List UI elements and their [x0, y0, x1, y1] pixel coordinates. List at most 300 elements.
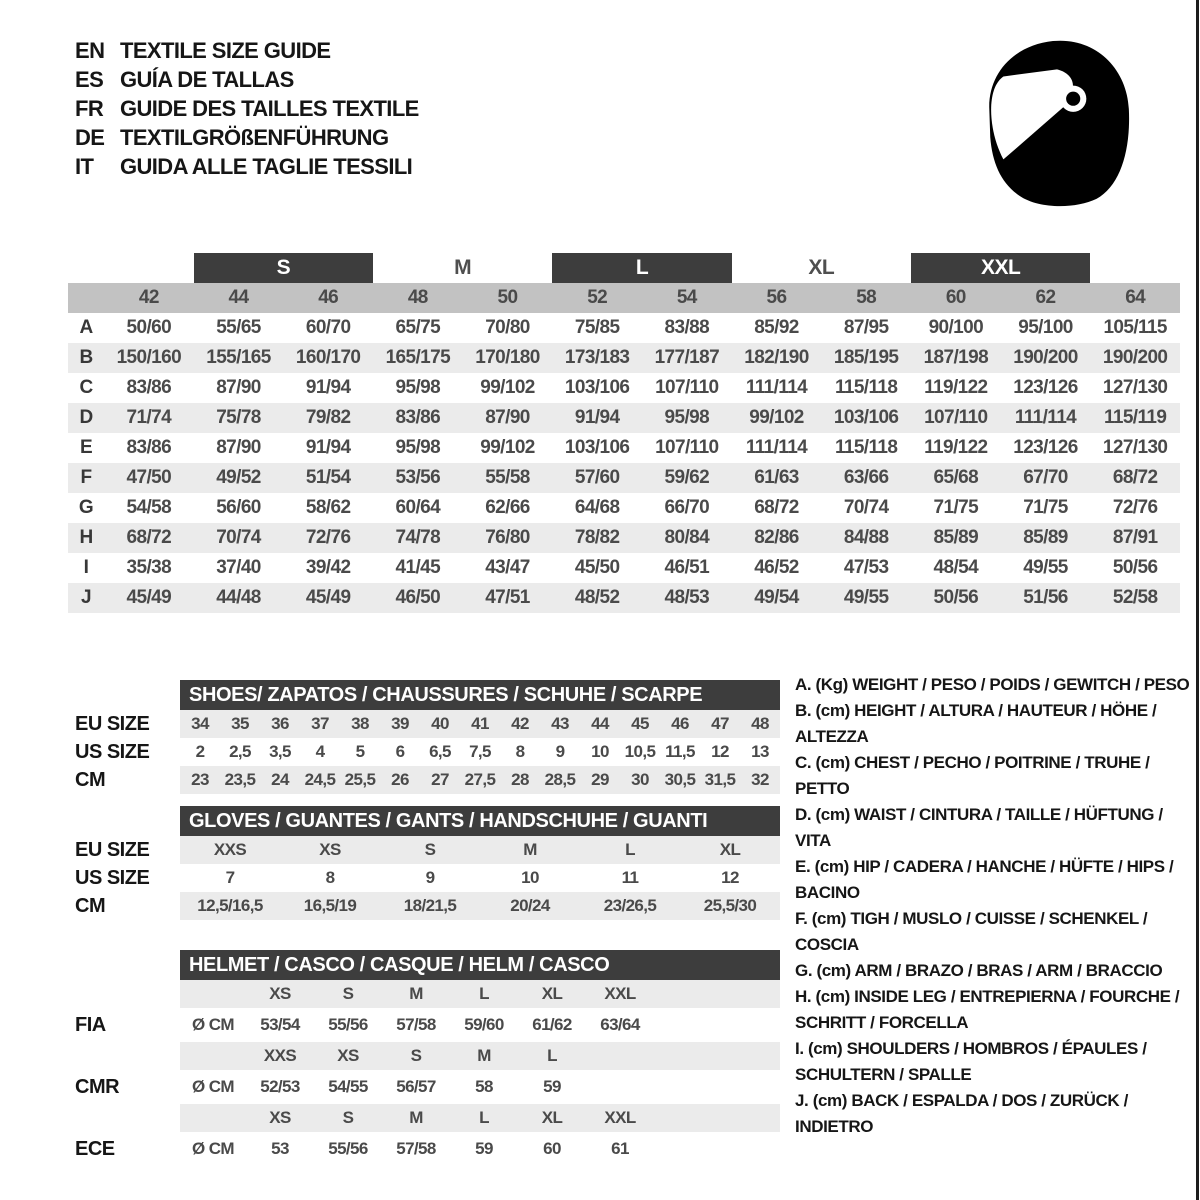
value-cell: 43/47	[485, 557, 530, 578]
legend-text: INSIDE LEG / ENTREPIERNA / FOURCHE / SCHRITT / FORCELLA	[795, 987, 1180, 1032]
section-title-row	[60, 950, 800, 980]
value-cell: 90/100	[928, 317, 984, 338]
value-cell: 46/50	[395, 587, 441, 608]
value-cell: 160/170	[295, 347, 361, 368]
section-value-cell: 27,5	[464, 770, 496, 789]
section-value-cell: S	[424, 840, 436, 859]
section-value-cell: 61/62	[532, 1015, 572, 1034]
section-row	[60, 1008, 800, 1042]
language-label: GUIDA ALLE TAGLIE TESSILI	[120, 153, 413, 179]
size-number-cell: 64	[1125, 287, 1146, 308]
section-row-label: CM	[75, 768, 106, 791]
helmet-section	[60, 950, 800, 1166]
section-value-cell: 48	[751, 714, 769, 733]
section-value-cell: 12	[711, 742, 729, 761]
helmet-rows	[60, 980, 800, 1166]
section-value-cell: 8	[515, 742, 525, 761]
legend-text: BACK / ESPALDA / DOS / ZURÜCK / INDIETRO	[795, 1091, 1128, 1136]
section-row-label: US SIZE	[75, 740, 150, 763]
section-value-cell: 12	[721, 868, 739, 887]
section-value-cell: 55/56	[328, 1139, 368, 1158]
value-cell: 44/48	[216, 587, 261, 608]
section-value-cell: 39	[391, 714, 409, 733]
size-box: L	[552, 253, 731, 283]
value-cell: 46/51	[664, 557, 710, 578]
section-values-row	[180, 766, 780, 794]
shoes-title-bar: SHOES/ ZAPATOS / CHAUSSURES / SCHUHE / SCARPE	[180, 680, 780, 710]
size-number-cell: 62	[1035, 287, 1056, 308]
section-value-cell: 46	[671, 714, 689, 733]
legend-item	[795, 984, 1195, 1036]
value-cell: 190/200	[1102, 347, 1168, 368]
helmet-size-cell: XS	[269, 984, 291, 1003]
value-cell: 49/55	[1023, 557, 1068, 578]
section-row	[60, 1104, 800, 1132]
section-value-cell: 54/55	[328, 1077, 368, 1096]
section-value-cell: 9	[425, 868, 435, 887]
value-cell: 83/86	[126, 437, 172, 458]
section-row	[60, 1070, 800, 1104]
value-cell: 85/92	[754, 317, 799, 338]
section-value-cell: 57/58	[396, 1139, 436, 1158]
section-row-label	[60, 1042, 180, 1070]
legend-text: TIGH / MUSLO / CUISSE / SCHENKEL / COSCIA	[795, 909, 1148, 954]
value-cell: 127/130	[1102, 377, 1168, 398]
value-cell: 48/52	[574, 587, 620, 608]
section-value-cell: 30,5	[664, 770, 696, 789]
row-label: A	[79, 317, 93, 338]
section-value-cell: 53	[271, 1139, 289, 1158]
value-cell: 56/60	[216, 497, 261, 518]
section-value-cell: 53/54	[260, 1015, 300, 1034]
standard-values-row	[180, 1070, 780, 1104]
row-label: H	[79, 527, 93, 548]
helmet-sizes-row	[180, 980, 780, 1008]
language-row	[75, 94, 419, 123]
value-cell: 75/85	[574, 317, 620, 338]
helmet-size-cell: XL	[541, 1108, 563, 1127]
value-cell: 103/106	[833, 407, 899, 428]
value-cell: 170/180	[475, 347, 540, 368]
value-cell: 115/118	[834, 437, 898, 458]
row-label: G	[78, 497, 94, 518]
value-cell: 70/74	[216, 527, 261, 548]
value-cell: 115/118	[834, 377, 898, 398]
value-cell: 173/183	[564, 347, 630, 368]
value-cell: 72/76	[305, 527, 351, 548]
language-row	[75, 152, 419, 181]
value-cell: 48/53	[664, 587, 710, 608]
section-value-cell: 10,5	[624, 742, 656, 761]
size-number-cell: 44	[228, 287, 249, 308]
section-value-cell: 23,5	[224, 770, 256, 789]
value-cell: 64/68	[574, 497, 620, 518]
legend-key: G.	[795, 961, 813, 980]
section-row	[60, 738, 800, 766]
section-value-cell: 34	[191, 714, 209, 733]
language-code: IT	[75, 153, 94, 179]
measurement-row	[68, 403, 1180, 433]
row-label: B	[79, 347, 93, 368]
unit-cell: Ø CM	[192, 1077, 234, 1096]
value-cell: 80/84	[664, 527, 710, 548]
unit-spacer	[180, 980, 246, 1008]
section-value-cell: 7,5	[469, 742, 491, 761]
value-cell: 95/98	[664, 407, 710, 428]
size-number-cell: 56	[766, 287, 787, 308]
value-cell: 190/200	[1013, 347, 1078, 368]
value-cell: 70/80	[485, 317, 530, 338]
legend-text: HIP / CADERA / HANCHE / HÜFTE / HIPS / BACINO	[795, 857, 1174, 902]
legend-item	[795, 1036, 1195, 1088]
helmet-size-cell: M	[477, 1046, 491, 1065]
language-code: FR	[75, 95, 104, 121]
value-cell: 127/130	[1102, 437, 1168, 458]
value-cell: 76/80	[485, 527, 530, 548]
language-row	[75, 65, 419, 94]
section-value-cell: 12,5/16,5	[197, 896, 263, 915]
legend-text: WAIST / CINTURA / TAILLE / HÜFTUNG / VITA	[795, 805, 1163, 850]
section-value-cell: 55/56	[328, 1015, 368, 1034]
section-row	[60, 892, 800, 920]
measurement-row	[68, 463, 1180, 493]
section-value-cell: 4	[315, 742, 325, 761]
section-value-cell: 59	[543, 1077, 561, 1096]
value-cell: 50/56	[1112, 557, 1158, 578]
value-cell: 71/75	[1023, 497, 1068, 518]
row-label: E	[79, 437, 93, 458]
value-cell: 47/51	[485, 587, 530, 608]
row-label: J	[81, 587, 91, 608]
size-number-cell: 48	[407, 287, 428, 308]
value-cell: 53/56	[395, 467, 441, 488]
row-label-spacer	[68, 283, 104, 313]
measurement-row	[68, 493, 1180, 523]
section-value-cell: 25,5	[344, 770, 376, 789]
section-value-cell: 27	[431, 770, 449, 789]
value-cell: 57/60	[574, 467, 620, 488]
language-list	[75, 36, 419, 181]
section-value-cell: 28	[511, 770, 529, 789]
section-row	[60, 980, 800, 1008]
section-values-row	[180, 864, 780, 892]
size-box: S	[194, 253, 373, 283]
section-value-cell: 35	[231, 714, 249, 733]
value-cell: 51/54	[305, 467, 351, 488]
legend-unit: (cm)	[815, 753, 850, 772]
value-cell: 150/160	[116, 347, 182, 368]
section-value-cell: 2,5	[229, 742, 251, 761]
gloves-title-bar: GLOVES / GUANTES / GANTS / HANDSCHUHE / GUANTI	[180, 806, 780, 836]
helmet-size-cell: XS	[269, 1108, 291, 1127]
section-value-cell: 38	[351, 714, 369, 733]
standard-label: FIA	[75, 1013, 106, 1036]
unit-cell: Ø CM	[192, 1139, 234, 1158]
section-value-cell: 32	[751, 770, 769, 789]
value-cell: 99/102	[480, 437, 535, 458]
legend-key: E.	[795, 857, 811, 876]
language-label: TEXTILE SIZE GUIDE	[120, 37, 331, 63]
value-cell: 83/86	[126, 377, 172, 398]
section-value-cell: 11	[621, 868, 639, 887]
section-values-row	[180, 836, 780, 864]
legend-item	[795, 906, 1195, 958]
legend-text: WEIGHT / PESO / POIDS / GEWITCH / PESO	[852, 675, 1190, 694]
helmet-size-cell: L	[547, 1046, 557, 1065]
standard-label: ECE	[75, 1137, 115, 1160]
language-code: EN	[75, 37, 105, 63]
legend-key: F.	[795, 909, 808, 928]
value-cell: 70/74	[843, 497, 889, 518]
legend-unit: (cm)	[815, 987, 850, 1006]
section-row-label	[60, 1104, 180, 1132]
value-cell: 49/54	[754, 587, 799, 608]
language-code: ES	[75, 66, 104, 92]
section-value-cell: 6	[395, 742, 405, 761]
legend-item	[795, 958, 1195, 984]
gloves-rows	[60, 836, 800, 920]
value-cell: 91/94	[574, 407, 620, 428]
value-cell: 87/90	[216, 437, 261, 458]
value-cell: 45/49	[126, 587, 172, 608]
value-cell: 52/58	[1112, 587, 1158, 608]
helmet-size-cell: S	[342, 1108, 354, 1127]
value-cell: 87/90	[485, 407, 530, 428]
value-cell: 99/102	[749, 407, 804, 428]
value-cell: 78/82	[574, 527, 620, 548]
section-value-cell: 61	[611, 1139, 629, 1158]
section-value-cell: 5	[355, 742, 365, 761]
row-label: D	[79, 407, 93, 428]
section-value-cell: M	[523, 840, 537, 859]
section-row	[60, 766, 800, 794]
standard-values-row	[180, 1132, 780, 1166]
value-cell: 71/74	[126, 407, 172, 428]
section-row	[60, 1132, 800, 1166]
value-cell: 85/89	[1023, 527, 1068, 548]
section-value-cell: XS	[319, 840, 341, 859]
legend-unit: (cm)	[815, 701, 850, 720]
section-value-cell: 28,5	[544, 770, 576, 789]
value-cell: 68/72	[1112, 467, 1158, 488]
legend-item	[795, 698, 1195, 750]
size-box: XXL	[911, 253, 1090, 283]
section-value-cell: 3,5	[269, 742, 291, 761]
row-label: F	[80, 467, 92, 488]
measurement-row	[68, 433, 1180, 463]
section-value-cell: 58	[475, 1077, 493, 1096]
legend-unit: (cm)	[816, 961, 851, 980]
section-value-cell: 11,5	[665, 742, 695, 761]
helmet-size-cell: XS	[337, 1046, 359, 1065]
section-value-cell: 7	[225, 868, 235, 887]
value-cell: 87/91	[1112, 527, 1158, 548]
value-cell: 155/165	[206, 347, 271, 368]
section-value-cell: 29	[591, 770, 609, 789]
value-cell: 107/110	[924, 407, 988, 428]
helmet-size-cell: S	[342, 984, 354, 1003]
value-cell: 68/72	[754, 497, 799, 518]
section-value-cell: 40	[431, 714, 449, 733]
section-row-label	[60, 980, 180, 1008]
section-value-cell: 31,5	[704, 770, 736, 789]
section-row	[60, 836, 800, 864]
value-cell: 71/75	[933, 497, 979, 518]
helmet-size-cell: L	[479, 984, 489, 1003]
value-cell: 87/95	[843, 317, 889, 338]
value-cell: 103/106	[564, 437, 630, 458]
legend-text: ARM / BRAZO / BRAS / ARM / BRACCIO	[854, 961, 1163, 980]
section-row-label: CM	[75, 894, 106, 917]
value-cell: 87/90	[216, 377, 261, 398]
value-cell: 39/42	[305, 557, 351, 578]
value-cell: 41/45	[395, 557, 441, 578]
size-number-cell: 54	[676, 287, 697, 308]
value-cell: 35/38	[126, 557, 172, 578]
value-cell: 54/58	[126, 497, 172, 518]
section-values-row	[180, 738, 780, 766]
value-cell: 111/114	[745, 377, 808, 398]
helmet-size-cell: S	[410, 1046, 422, 1065]
size-label: M	[454, 256, 472, 279]
legend-unit: (cm)	[814, 857, 849, 876]
legend-key: I.	[795, 1039, 804, 1058]
value-cell: 119/122	[924, 377, 988, 398]
helmet-size-cell: M	[409, 1108, 423, 1127]
value-cell: 48/54	[933, 557, 979, 578]
unit-spacer	[180, 1104, 246, 1132]
value-cell: 75/78	[216, 407, 261, 428]
shoes-rows	[60, 710, 800, 794]
value-cell: 60/70	[305, 317, 351, 338]
value-cell: 59/62	[664, 467, 710, 488]
value-cell: 111/114	[745, 437, 808, 458]
language-row	[75, 36, 419, 65]
section-row-label: EU SIZE	[75, 712, 150, 735]
value-cell: 68/72	[126, 527, 172, 548]
section-value-cell: 24,5	[304, 770, 336, 789]
value-cell: 37/40	[216, 557, 261, 578]
value-cell: 177/187	[654, 347, 720, 368]
section-value-cell: 57/58	[396, 1015, 436, 1034]
size-number-cell: 58	[856, 287, 877, 308]
language-label: GUIDE DES TAILLES TEXTILE	[120, 95, 419, 121]
helmet-size-cell: XL	[541, 984, 563, 1003]
value-cell: 95/98	[395, 437, 441, 458]
section-value-cell: 24	[271, 770, 289, 789]
legend-text: SHOULDERS / HOMBROS / ÉPAULES / SCHULTERN / SPALLE	[795, 1039, 1147, 1084]
section-value-cell: 63/64	[600, 1015, 640, 1034]
value-cell: 58/62	[305, 497, 351, 518]
textile-size-table	[68, 313, 1180, 613]
section-row-label: EU SIZE	[75, 838, 150, 861]
measurement-row	[68, 313, 1180, 343]
value-cell: 83/86	[395, 407, 441, 428]
section-value-cell: 59	[475, 1139, 493, 1158]
section-value-cell: 25,5/30	[703, 896, 757, 915]
section-row	[60, 864, 800, 892]
standard-label: CMR	[75, 1075, 120, 1098]
title-spacer	[60, 806, 180, 836]
helmet-size-cell: L	[479, 1108, 489, 1127]
section-values-row	[180, 710, 780, 738]
value-cell: 107/110	[655, 437, 719, 458]
size-number-cell: 60	[945, 287, 966, 308]
legend-key: C.	[795, 753, 812, 772]
legend-unit: (cm)	[811, 909, 847, 928]
section-value-cell: 59/60	[464, 1015, 504, 1034]
helmet-size-cell: XXL	[604, 984, 636, 1003]
section-value-cell: L	[625, 840, 635, 859]
legend-text: HEIGHT / ALTURA / HAUTEUR / HÖHE / ALTEZZA	[795, 701, 1157, 746]
section-value-cell: 18/21,5	[403, 896, 457, 915]
row-label: C	[79, 377, 93, 398]
size-number-cell: 50	[497, 287, 518, 308]
shoes-section	[60, 680, 800, 794]
value-cell: 84/88	[843, 527, 889, 548]
section-value-cell: 16,5/19	[303, 896, 357, 915]
language-code: DE	[75, 124, 105, 150]
section-value-cell: 8	[325, 868, 335, 887]
helmet-sizes-row	[180, 1104, 780, 1132]
section-value-cell: 23	[191, 770, 209, 789]
measurement-row	[68, 343, 1180, 373]
measurement-row	[68, 523, 1180, 553]
value-cell: 65/68	[933, 467, 979, 488]
legend-list	[795, 672, 1195, 1140]
legend-item	[795, 802, 1195, 854]
right-edge-line	[1196, 0, 1199, 1200]
legend-key: J.	[795, 1091, 809, 1110]
section-value-cell: 6,5	[429, 742, 451, 761]
value-cell: 55/65	[216, 317, 261, 338]
section-value-cell: 10	[591, 742, 609, 761]
value-cell: 45/49	[305, 587, 351, 608]
section-value-cell: 23/26,5	[603, 896, 657, 915]
title-spacer	[60, 680, 180, 710]
legend-unit: (Kg)	[815, 675, 848, 694]
section-value-cell: 13	[751, 742, 769, 761]
value-cell: 47/53	[843, 557, 889, 578]
value-cell: 103/106	[564, 377, 630, 398]
value-cell: 60/64	[395, 497, 441, 518]
value-cell: 67/70	[1023, 467, 1068, 488]
section-row	[60, 1042, 800, 1070]
size-numbers-row	[68, 283, 1180, 313]
section-value-cell: 44	[591, 714, 609, 733]
section-value-cell: XXS	[213, 840, 247, 859]
legend-key: H.	[795, 987, 812, 1006]
value-cell: 185/195	[833, 347, 899, 368]
legend-unit: (cm)	[807, 1039, 843, 1058]
row-label: I	[83, 557, 89, 578]
section-value-cell: 2	[195, 742, 205, 761]
value-cell: 49/52	[216, 467, 261, 488]
size-number-cell: 46	[318, 287, 339, 308]
measurement-row	[68, 373, 1180, 403]
section-value-cell: 45	[631, 714, 649, 733]
section-value-cell: 20/24	[510, 896, 550, 915]
value-cell: 105/115	[1103, 317, 1167, 338]
legend-item	[795, 854, 1195, 906]
section-values-row	[180, 892, 780, 920]
value-cell: 83/88	[664, 317, 710, 338]
value-cell: 74/78	[395, 527, 441, 548]
value-cell: 46/52	[754, 557, 799, 578]
value-cell: 82/86	[754, 527, 799, 548]
legend-unit: (cm)	[815, 805, 850, 824]
value-cell: 51/56	[1023, 587, 1068, 608]
